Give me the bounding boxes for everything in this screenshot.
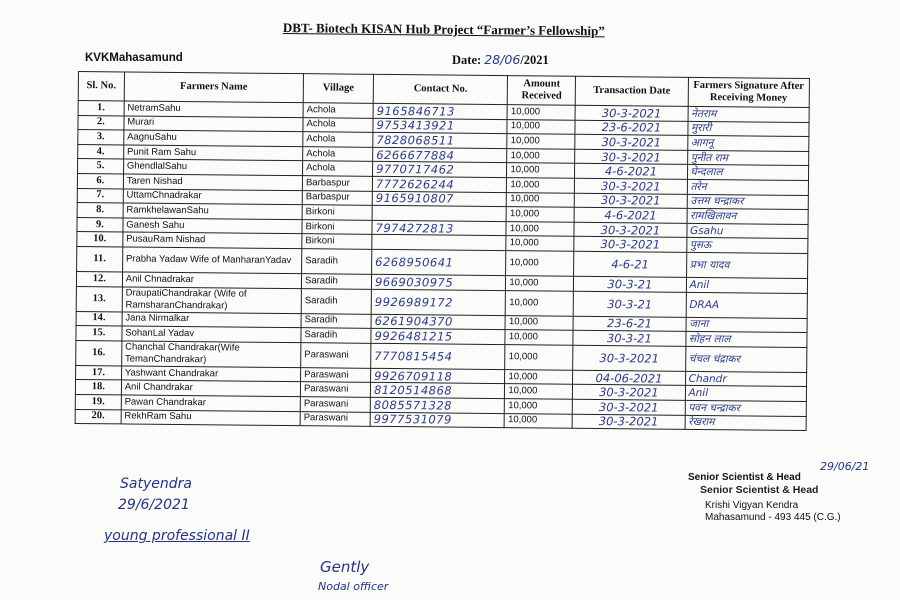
row-village: Paraswani xyxy=(300,382,370,397)
date-prefix: Date: xyxy=(452,53,482,67)
row-contact-no: 7828068511 xyxy=(373,133,508,149)
row-sl-no: 18. xyxy=(75,380,121,395)
col-amount-received: Amount Received xyxy=(508,76,576,106)
row-sl-no: 10. xyxy=(77,232,123,247)
date-suffix: /2021 xyxy=(520,53,549,67)
row-farmer-name: Punit Ram Sahu xyxy=(123,145,302,161)
row-village: Saradih xyxy=(301,313,371,328)
row-amount: 10,000 xyxy=(505,344,573,370)
row-sl-no: 11. xyxy=(77,246,123,271)
row-village: Birkoni xyxy=(302,234,372,249)
row-amount: 10,000 xyxy=(505,315,573,330)
row-transaction-date: 30-3-2021 xyxy=(575,193,687,209)
col-sl-no: Sl. No. xyxy=(78,72,124,101)
row-village: Achola xyxy=(303,132,373,147)
row-sl-no: 4. xyxy=(78,144,124,159)
row-village: Achola xyxy=(303,146,373,161)
row-signature: Anil xyxy=(685,386,807,402)
row-signature: तरेन xyxy=(687,179,809,195)
row-contact-no: 9926989172 xyxy=(371,289,506,315)
row-amount: 10,000 xyxy=(505,399,573,414)
row-contact-no: 9753413921 xyxy=(373,118,508,134)
row-village: Barbaspur xyxy=(302,190,372,205)
row-village: Saradih xyxy=(301,274,371,289)
left-signature-name: Satyendra xyxy=(120,476,192,492)
row-farmer-name: DraupatiChandrakar (Wife of RamsharanChandrakar) xyxy=(122,286,301,313)
row-amount: 10,000 xyxy=(506,251,574,277)
row-signature: Anil xyxy=(686,277,808,293)
row-farmer-name: GhendlalSahu xyxy=(123,159,302,175)
row-farmer-name: Yashwant Chandrakar xyxy=(121,366,300,382)
row-signature: रामखिलावन xyxy=(687,209,809,225)
row-sl-no: 17. xyxy=(76,365,122,380)
row-transaction-date: 30-3-2021 xyxy=(575,149,687,165)
stamp-title: Senior Scientist & Head xyxy=(700,484,819,496)
row-sl-no: 8. xyxy=(77,203,123,218)
row-amount: 10,000 xyxy=(505,384,573,399)
row-village: Paraswani xyxy=(301,342,371,368)
stamp-line-2: Mahasamund - 493 445 (C.G.) xyxy=(705,512,841,523)
row-signature: सोहन लाल xyxy=(685,331,807,347)
row-village: Barbaspur xyxy=(302,176,372,191)
row-signature: उत्तम चन्द्राकर xyxy=(687,194,809,210)
row-transaction-date: 30-3-2021 xyxy=(573,345,685,371)
row-amount: 10,000 xyxy=(505,369,573,384)
row-contact-no: 9165910807 xyxy=(372,191,507,207)
row-sl-no: 13. xyxy=(76,286,122,311)
row-village: Birkoni xyxy=(302,219,372,234)
row-sl-no: 9. xyxy=(77,217,123,232)
bottom-signature: Gently xyxy=(320,558,370,576)
row-transaction-date: 04-06-2021 xyxy=(573,370,685,386)
row-amount: 10,000 xyxy=(505,413,573,428)
row-contact-no xyxy=(372,205,507,221)
row-village: Achola xyxy=(303,161,373,176)
row-amount: 10,000 xyxy=(507,119,575,134)
row-village: Paraswani xyxy=(300,397,370,412)
document-title: DBT- Biotech KISAN Hub Project “Farmer’s Fellowship” xyxy=(282,20,605,39)
row-farmer-name: Pawan Chandrakar xyxy=(121,395,300,411)
row-contact-no: 6261904370 xyxy=(371,314,506,330)
row-farmer-name: Jana Nirmalkar xyxy=(122,311,301,327)
row-farmer-name: Ganesh Sahu xyxy=(123,218,302,234)
row-signature: मुरारी xyxy=(687,121,809,137)
row-amount: 10,000 xyxy=(506,207,574,222)
row-sl-no: 3. xyxy=(78,130,124,145)
row-transaction-date: 30-3-2021 xyxy=(575,105,687,121)
row-transaction-date: 30-3-2021 xyxy=(573,385,685,401)
official-stamp xyxy=(688,460,870,550)
row-village: Achola xyxy=(303,117,373,132)
row-signature: जाना xyxy=(686,317,808,333)
row-sl-no: 16. xyxy=(76,340,122,365)
row-signature: घेन्दलाल xyxy=(687,165,809,181)
row-village: Saradih xyxy=(301,328,371,343)
row-signature: आगनू xyxy=(687,136,809,152)
row-contact-no xyxy=(372,235,507,251)
row-farmer-name: RekhRam Sahu xyxy=(121,409,300,425)
row-contact-no: 9926709118 xyxy=(371,368,506,384)
row-contact-no: 9770717462 xyxy=(373,162,508,178)
row-contact-no: 7772626244 xyxy=(372,176,507,192)
row-signature: चंचल चंद्राकर xyxy=(685,346,807,372)
row-contact-no: 9926481215 xyxy=(371,328,506,344)
row-sl-no: 2. xyxy=(78,115,124,130)
row-transaction-date: 23-6-2021 xyxy=(575,120,687,136)
row-contact-no: 9165846713 xyxy=(373,103,508,119)
row-transaction-date: 30-3-2021 xyxy=(575,134,687,150)
col-contact-no: Contact No. xyxy=(373,74,508,104)
row-sl-no: 6. xyxy=(77,173,123,188)
row-amount: 10,000 xyxy=(507,163,575,178)
col-farmers-name: Farmers Name xyxy=(124,72,304,103)
row-transaction-date: 30-3-21 xyxy=(573,330,685,346)
row-sl-no: 14. xyxy=(76,311,122,326)
row-farmer-name: PusauRam Nishad xyxy=(123,232,302,248)
row-farmer-name: NetramSahu xyxy=(124,101,303,117)
signatory-date: 29/06/21 xyxy=(820,460,870,473)
row-farmer-name: RamkhelawanSahu xyxy=(123,203,302,219)
row-village: Birkoni xyxy=(302,205,372,220)
row-amount: 10,000 xyxy=(507,134,575,149)
row-signature: पुनीत राम xyxy=(687,150,809,166)
row-transaction-date: 4-6-2021 xyxy=(575,164,687,180)
signatory-title: Senior Scientist & Head xyxy=(688,472,801,483)
payment-table xyxy=(75,71,810,431)
row-sl-no: 5. xyxy=(78,159,124,174)
row-signature: पवन चन्द्राकर xyxy=(685,400,807,416)
row-contact-no: 8085571328 xyxy=(370,397,505,413)
row-village: Paraswani xyxy=(301,367,371,382)
col-transaction-date: Transaction Date xyxy=(576,76,689,106)
row-transaction-date: 30-3-2021 xyxy=(573,399,685,415)
col-farmers-signature: Farmers Signature After Receiving Money xyxy=(688,77,810,107)
row-transaction-date: 23-6-21 xyxy=(573,316,685,332)
document-date xyxy=(452,52,549,68)
row-village: Paraswani xyxy=(300,411,370,426)
row-farmer-name: Murari xyxy=(124,116,303,132)
row-signature: DRAA xyxy=(686,292,808,318)
row-signature: Chandr xyxy=(685,371,807,387)
row-contact-no: 9977531079 xyxy=(370,412,505,428)
row-amount: 10,000 xyxy=(506,276,574,291)
row-village: Saradih xyxy=(302,249,372,275)
row-village: Achola xyxy=(303,103,373,118)
row-transaction-date: 30-3-2021 xyxy=(575,178,687,194)
row-contact-no: 9669030975 xyxy=(371,274,506,290)
row-transaction-date: 4-6-21 xyxy=(574,251,686,277)
left-signature-date: 29/6/2021 xyxy=(118,497,190,513)
row-transaction-date: 30-3-2021 xyxy=(574,222,686,238)
row-signature: प्रभा यादव xyxy=(686,252,808,278)
row-amount: 10,000 xyxy=(507,148,575,163)
row-amount: 10,000 xyxy=(505,330,573,345)
row-farmer-name: SohanLal Yadav xyxy=(122,326,301,342)
row-farmer-name: Chanchal Chandrakar(Wife TemanChandrakar) xyxy=(121,341,300,368)
row-sl-no: 1. xyxy=(78,101,124,116)
fellowship-sheet xyxy=(75,71,810,431)
table-body xyxy=(75,101,809,431)
row-transaction-date: 30-3-2021 xyxy=(572,414,684,430)
row-village: Saradih xyxy=(301,288,371,314)
row-sl-no: 20. xyxy=(75,409,121,424)
row-contact-no: 8120514868 xyxy=(370,383,505,399)
row-farmer-name: UttamChnadrakar xyxy=(123,189,302,205)
row-farmer-name: Anil Chnadrakar xyxy=(122,272,301,288)
row-transaction-date: 30-3-2021 xyxy=(574,237,686,253)
row-amount: 10,000 xyxy=(506,221,574,236)
row-signature: रेखराम xyxy=(685,415,807,431)
row-sl-no: 19. xyxy=(75,394,121,409)
row-sl-no: 15. xyxy=(76,326,122,341)
row-contact-no: 6266677884 xyxy=(373,147,508,163)
row-transaction-date: 4-6-2021 xyxy=(574,207,686,223)
row-signature: Gsahu xyxy=(686,223,808,239)
date-handwritten: 28/06 xyxy=(484,52,521,67)
organization-name: KVKMahasamund xyxy=(85,52,183,64)
row-signature: पुसऊ xyxy=(686,238,808,254)
row-farmer-name: Taren Nishad xyxy=(123,174,302,190)
row-contact-no: 7770815454 xyxy=(371,343,506,369)
row-farmer-name: Prabha Yadaw Wife of ManharanYadav xyxy=(122,247,301,274)
bottom-signature-role: Nodal officer xyxy=(318,580,389,593)
row-sl-no: 7. xyxy=(77,188,123,203)
row-sl-no: 12. xyxy=(76,271,122,286)
stamp-line-1: Krishi Vigyan Kendra xyxy=(705,500,799,511)
row-transaction-date: 30-3-21 xyxy=(574,276,686,292)
row-transaction-date: 30-3-21 xyxy=(573,291,685,317)
row-amount: 10,000 xyxy=(506,236,574,251)
row-contact-no: 7974272813 xyxy=(372,220,507,236)
row-amount: 10,000 xyxy=(507,192,575,207)
row-amount: 10,000 xyxy=(507,105,575,120)
row-contact-no: 6268950641 xyxy=(372,249,507,275)
left-signature-role: young professional II xyxy=(104,528,250,544)
row-farmer-name: Anil Chandrakar xyxy=(121,380,300,396)
row-farmer-name: AagnuSahu xyxy=(124,130,303,146)
col-village: Village xyxy=(303,74,373,104)
row-signature: नेतराम xyxy=(688,106,810,122)
row-amount: 10,000 xyxy=(507,178,575,193)
row-amount: 10,000 xyxy=(506,290,574,316)
